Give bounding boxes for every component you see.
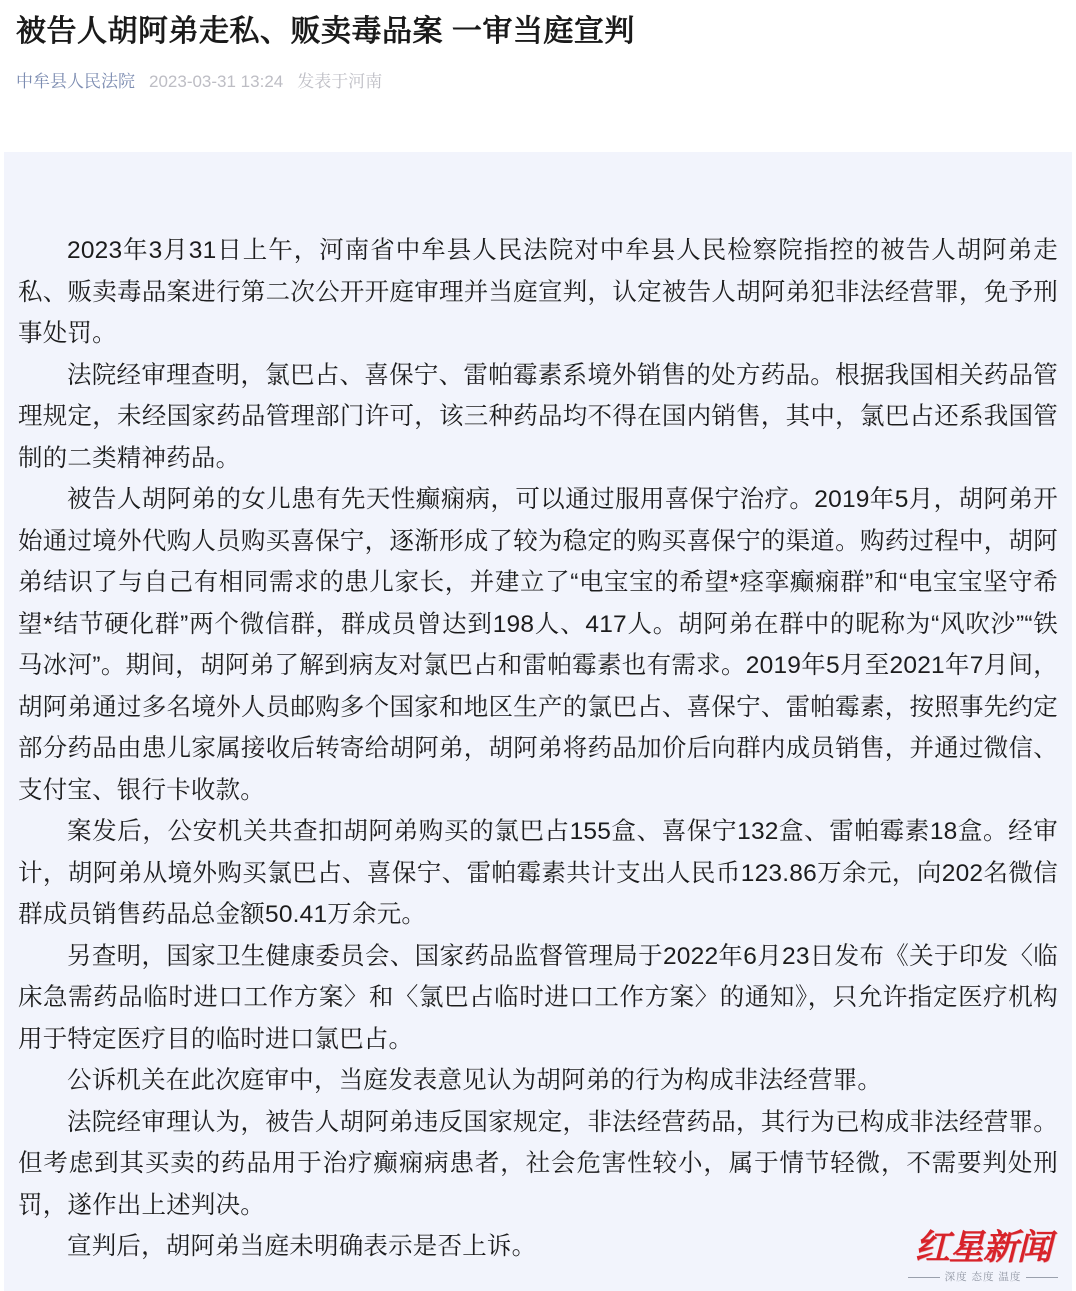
meta-location: 发表于河南	[297, 72, 383, 91]
article-paragraph: 被告人胡阿弟的女儿患有先天性癫痫病，可以通过服用喜保宁治疗。2019年5月，胡阿弟开始通过境外代购人员购买喜保宁，逐渐形成了较为稳定的购买喜保宁的渠道。购药过程中，胡阿弟结识了与自己有相同需求的患儿家长，并建立了“电宝宝的希望*痉挛癫痫群”和“电宝宝坚守希望*结节硬化群”两个微信群，群成员曾达到198人、417人。胡阿弟在群中的昵称为“风吹沙”“铁马冰河”。期间，胡阿弟了解到病友对氯巴占和雷帕霉素也有需求。2019年5月至2021年7月间，胡阿弟通过多名境外人员邮购多个国家和地区生产的氯巴占、喜保宁、雷帕霉素，按照事先约定部分药品由患儿家属接收后转寄给胡阿弟，胡阿弟将药品加价后向群内成员销售，并通过微信、支付宝、银行卡收款。	[18, 486, 1058, 804]
brand-tagline: 深度 态度 温度	[944, 1271, 1022, 1283]
meta-source[interactable]: 中牟县人民法院	[16, 72, 135, 91]
article-paragraph: 宣判后，胡阿弟当庭未明确表示是否上诉。	[67, 1233, 537, 1260]
brand-rule-left	[908, 1277, 940, 1278]
article-paragraph: 法院经审理认为，被告人胡阿弟违反国家规定，非法经营药品，其行为已构成非法经营罪。但考虑到其买卖的药品用于治疗癫痫病患者，社会危害性较小，属于情节轻微，不需要判处刑罚，遂作出上述判决。	[18, 1108, 1058, 1219]
article-meta	[16, 70, 1060, 108]
article-content	[4, 230, 1072, 1268]
article-paragraph: 法院经审理查明，氯巴占、喜保宁、雷帕霉素系境外销售的处方药品。根据我国相关药品管理规定，未经国家药品管理部门许可，该三种药品均不得在国内销售，其中，氯巴占还系我国管制的二类精神药品。	[18, 361, 1058, 472]
brand-wordmark: 红星新闻	[914, 1227, 1051, 1268]
brand-watermark	[908, 1228, 1058, 1283]
meta-publish-date: 2023-03-31 13:24	[149, 72, 284, 91]
article-body-panel	[4, 152, 1072, 1291]
article-paragraph: 另查明，国家卫生健康委员会、国家药品监督管理局于2022年6月23日发布《关于印发〈临床急需药品临时进口工作方案〉和〈氯巴占临时进口工作方案〉的通知》，只允许指定医疗机构用于特定医疗目的临时进口氯巴占。	[18, 942, 1058, 1053]
brand-tagline-row	[908, 1271, 1058, 1283]
brand-rule-right	[1026, 1277, 1058, 1278]
article-paragraph: 公诉机关在此次庭审中，当庭发表意见认为胡阿弟的行为构成非法经营罪。	[67, 1067, 883, 1094]
page-title: 被告人胡阿弟走私、贩卖毒品案 一审当庭宣判	[16, 15, 635, 48]
article-paragraph: 2023年3月31日上午，河南省中牟县人民法院对中牟县人民检察院指控的被告人胡阿弟走私、贩卖毒品案进行第二次公开开庭审理并当庭宣判，认定被告人胡阿弟犯非法经营罪，免予刑事处罚。	[18, 237, 1058, 347]
article-header	[0, 0, 1076, 108]
article-paragraph: 案发后，公安机关共查扣胡阿弟购买的氯巴占155盒、喜保宁132盒、雷帕霉素18盒。经审计，胡阿弟从境外购买氯巴占、喜保宁、雷帕霉素共计支出人民币123.86万余元，向202名微信群成员销售药品总金额50.41万余元。	[18, 818, 1058, 928]
